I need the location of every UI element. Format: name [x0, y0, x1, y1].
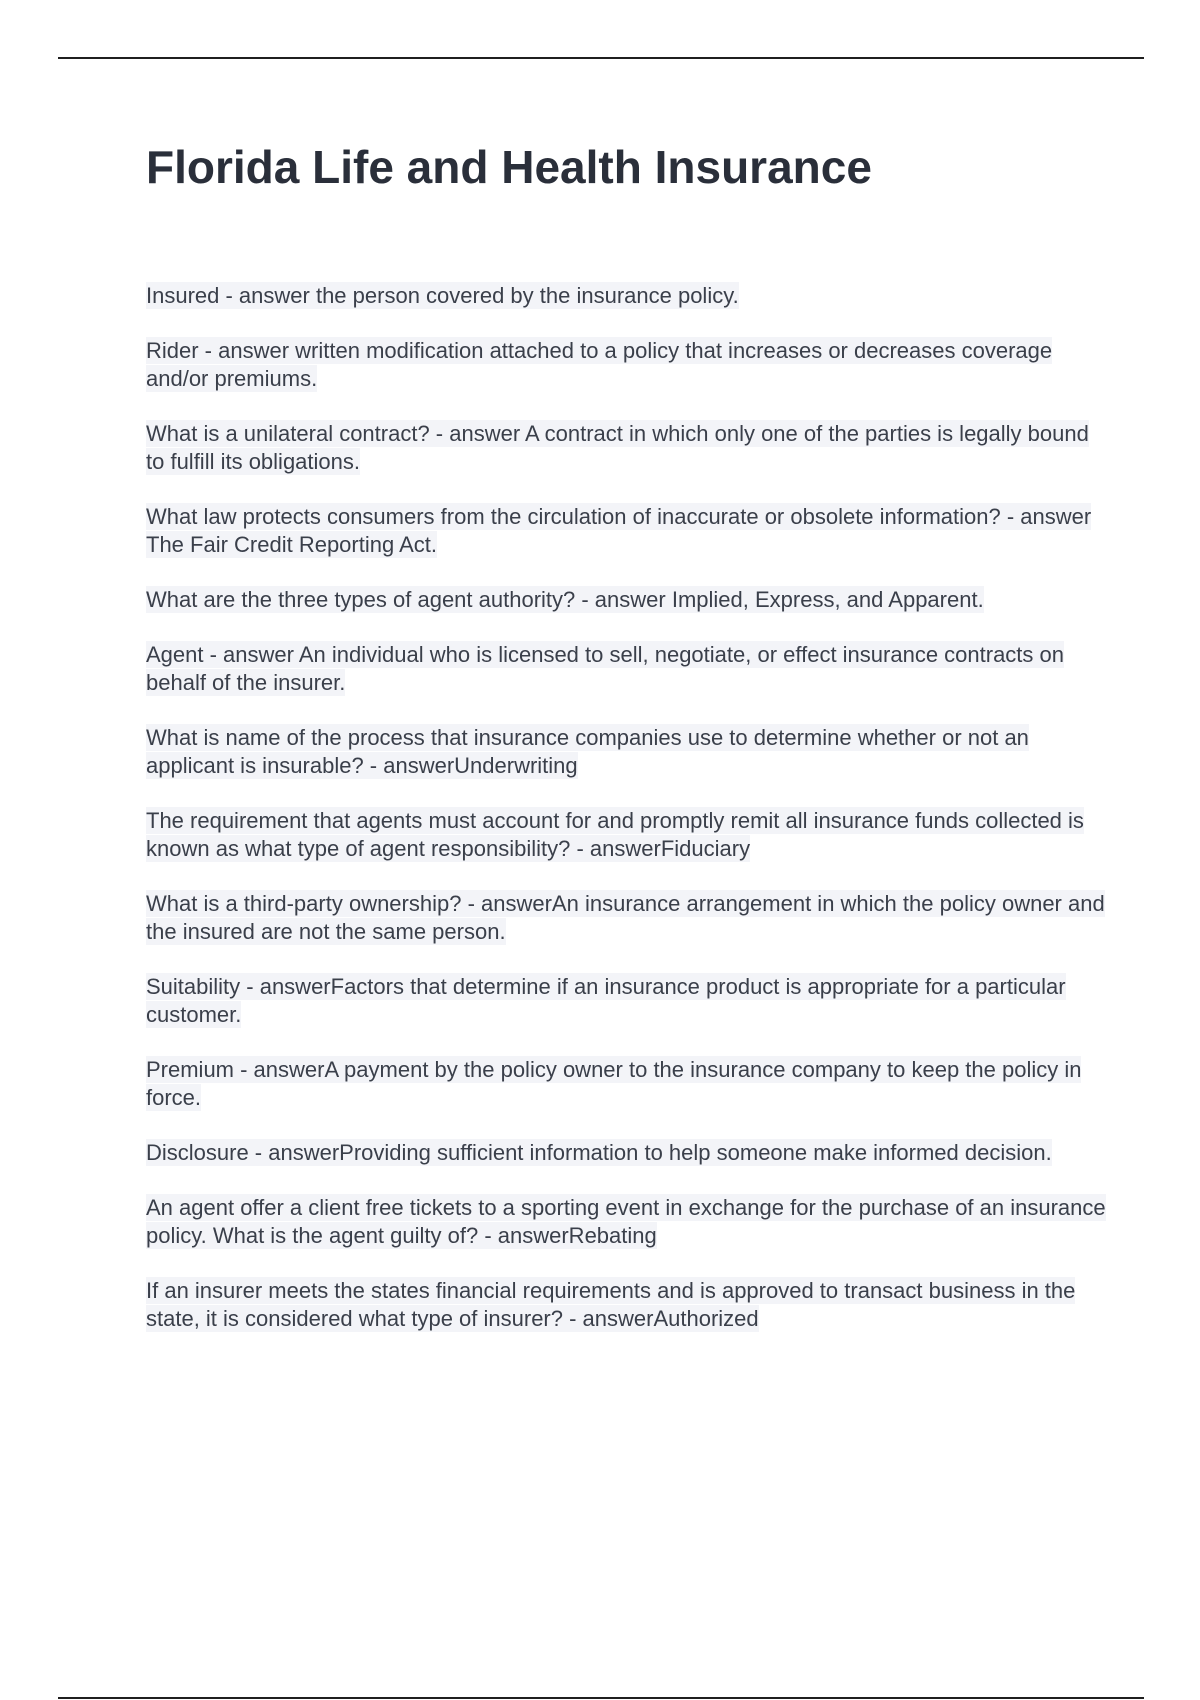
list-item-text: An agent offer a client free tickets to a sporting event in exchange for the purchase of an insurance policy. What is the agent guilty of? - answerRebating: [146, 1195, 1106, 1248]
list-item: [146, 807, 1106, 863]
list-item: [146, 503, 1106, 559]
list-item-text: Disclosure - answerProviding sufficient information to help someone make informed decision.: [146, 1140, 1052, 1165]
page-title: Florida Life and Health Insurance: [146, 141, 872, 193]
qa-list: [146, 282, 1106, 1360]
list-item: [146, 973, 1106, 1029]
list-item: [146, 641, 1106, 697]
list-item: [146, 420, 1106, 476]
list-item-text: Insured - answer the person covered by the insurance policy.: [146, 283, 739, 308]
list-item: [146, 586, 1106, 614]
list-item: [146, 1277, 1106, 1333]
list-item-text: Rider - answer written modification attached to a policy that increases or decreases coverage and/or premiums.: [146, 338, 1053, 391]
list-item-text: What is name of the process that insurance companies use to determine whether or not an applicant is insurable? - answerUnderwriting: [146, 725, 1029, 778]
list-item-text: If an insurer meets the states financial requirements and is approved to transact business in the state, it is considered what type of insurer? - answerAuthorized: [146, 1278, 1076, 1331]
list-item-text: The requirement that agents must account for and promptly remit all insurance funds collected is known as what type of agent responsibility? - answerFiduciary: [146, 808, 1084, 861]
bottom-divider: [58, 1697, 1144, 1699]
list-item-text: What is a third-party ownership? - answerAn insurance arrangement in which the policy owner and the insured are not the same person.: [146, 891, 1105, 944]
list-item-text: Premium - answerA payment by the policy owner to the insurance company to keep the policy in force.: [146, 1057, 1082, 1110]
list-item: [146, 282, 1106, 310]
list-item: [146, 1139, 1106, 1167]
list-item: [146, 724, 1106, 780]
list-item-text: Suitability - answerFactors that determine if an insurance product is appropriate for a particular customer.: [146, 974, 1066, 1027]
top-divider: [58, 57, 1144, 59]
list-item: [146, 1056, 1106, 1112]
list-item: [146, 1194, 1106, 1250]
list-item-text: What law protects consumers from the circulation of inaccurate or obsolete information? - answer The Fair Credit Reporting Act.: [146, 504, 1092, 557]
list-item: [146, 890, 1106, 946]
list-item-text: What are the three types of agent authority? - answer Implied, Express, and Apparent.: [146, 587, 984, 612]
list-item-text: Agent - answer An individual who is licensed to sell, negotiate, or effect insurance contracts on behalf of the insurer.: [146, 642, 1065, 695]
list-item: [146, 337, 1106, 393]
list-item-text: What is a unilateral contract? - answer A contract in which only one of the parties is legally bound to fulfill its obligations.: [146, 421, 1089, 474]
